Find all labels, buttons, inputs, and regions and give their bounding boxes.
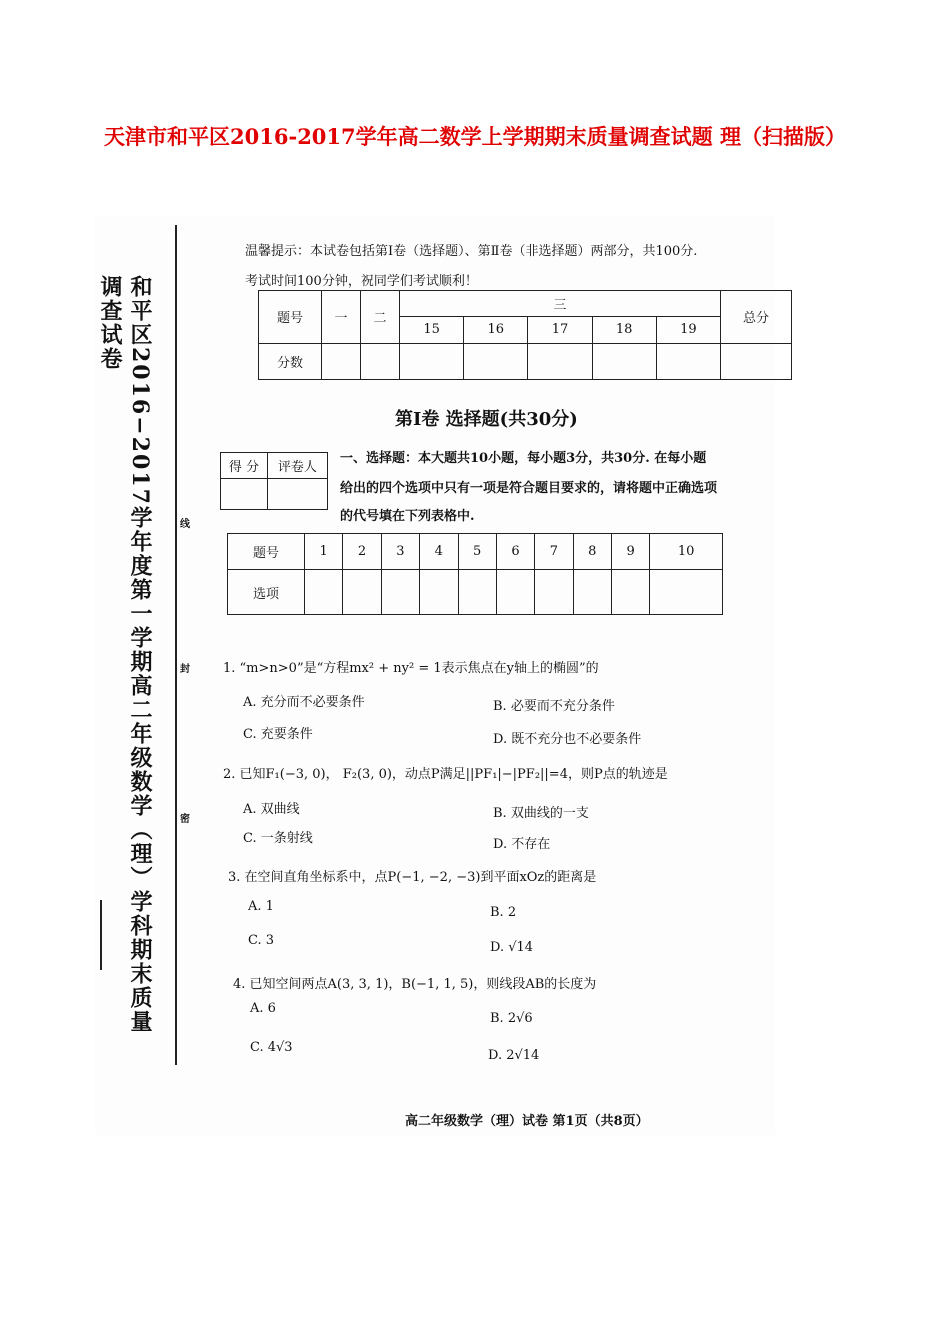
score-cell [528,343,592,379]
binding-mark-line: 线 [180,519,190,530]
score-table-q17: 17 [528,317,592,343]
answer-cell [612,570,650,615]
instruction-line-3: 的代号填在下列表格中. [340,509,475,524]
score-table-row2-label: 分数 [259,343,322,379]
question-2-option-b: B. 双曲线的一支 [493,806,589,821]
answer-cell [458,570,496,615]
notice-line-2: 考试时间100分钟，祝同学们考试顺利！ [245,274,478,289]
score-table-part-three: 三 [400,291,721,317]
answer-cell [381,570,419,615]
answer-cell [496,570,534,615]
question-3-option-a: A. 1 [248,899,274,914]
answer-table-row2-label: 选项 [228,570,305,615]
score-cell [656,343,720,379]
score-cell [361,343,400,379]
question-3-option-c: C. 3 [248,933,275,948]
answer-cell [420,570,458,615]
answer-cell [535,570,573,615]
answer-table-num: 5 [458,534,496,570]
answer-cell [573,570,611,615]
side-binding-text: 和平区2016−2017学年度第一学期高二年级数学（理）学科期末质量调查试卷 [97,275,153,1034]
score-cell [322,343,361,379]
question-1-option-c: C. 充要条件 [243,727,313,742]
score-table [258,290,792,380]
question-4-stem: 4. 已知空间两点A(3, 3, 1)，B(−1, 1, 5)，则线段AB的长度为 [233,977,597,992]
answer-table-num: 9 [612,534,650,570]
grader-score-label: 得 分 [221,453,268,479]
answer-table-num: 6 [496,534,534,570]
answer-table-num: 3 [381,534,419,570]
question-4-option-b: B. 2√6 [490,1011,533,1026]
answer-table-row1-label: 题号 [228,534,305,570]
question-4-option-a: A. 6 [250,1001,276,1016]
page-footer: 高二年级数学（理）试卷 第1页（共8页） [405,1114,649,1129]
question-3-option-b: B. 2 [490,905,517,920]
grader-reviewer-label: 评卷人 [267,453,327,479]
question-2-option-d: D. 不存在 [493,837,551,852]
binding-line [175,225,177,1065]
score-table-q16: 16 [464,317,528,343]
scanned-page [95,215,775,1135]
answer-table-num: 4 [420,534,458,570]
score-cell [464,343,528,379]
binding-mark-seal: 封 [180,664,190,675]
grader-score-cell [221,479,268,510]
grader-reviewer-cell [267,479,327,510]
document-title: 天津市和平区2016-2017学年高二数学上学期期末质量调查试题 理（扫描版） [104,124,846,149]
question-4-option-d: D. 2√14 [488,1048,540,1063]
answer-cell [343,570,381,615]
score-table-q18: 18 [592,317,656,343]
section-title: 第Ⅰ卷 选择题(共30分) [395,409,578,430]
answer-table-num: 1 [305,534,343,570]
score-cell [592,343,656,379]
score-cell [400,343,464,379]
question-2-option-c: C. 一条射线 [243,831,313,846]
score-table-row1-label: 题号 [259,291,322,344]
answer-table-num: 2 [343,534,381,570]
notice-line-1: 温馨提示：本试卷包括第Ⅰ卷（选择题）、第Ⅱ卷（非选择题）两部分，共100分. [245,244,698,259]
grader-table [220,452,328,510]
score-table-part-two: 二 [361,291,400,344]
question-3-option-d: D. √14 [490,940,534,955]
question-2-option-a: A. 双曲线 [243,802,300,817]
question-4-option-c: C. 4√3 [250,1040,293,1055]
question-1-option-d: D. 既不充分也不必要条件 [493,732,642,747]
binding-mark-secret: 密 [180,814,190,825]
answer-table [227,533,723,615]
score-table-q15: 15 [400,317,464,343]
question-3-stem: 3. 在空间直角坐标系中，点P(−1, −2, −3)到平面xOz的距离是 [228,870,597,885]
answer-table-num: 10 [650,534,723,570]
score-cell [721,343,792,379]
score-table-total: 总分 [721,291,792,344]
question-1-option-b: B. 必要而不充分条件 [493,699,615,714]
question-1-stem: 1. “m>n>0”是“方程mx² + ny² = 1表示焦点在y轴上的椭圆”的 [223,661,599,676]
answer-table-num: 7 [535,534,573,570]
score-table-q19: 19 [656,317,720,343]
question-2-stem: 2. 已知F₁(−3, 0)， F₂(3, 0)，动点P满足||PF₁|−|PF₂||=4，则P点的轨迹是 [223,767,668,782]
instruction-line-2: 给出的四个选项中只有一项是符合题目要求的，请将题中正确选项 [340,481,718,496]
left-margin-bar [100,900,102,970]
answer-table-num: 8 [573,534,611,570]
question-1-option-a: A. 充分而不必要条件 [243,695,365,710]
score-table-part-one: 一 [322,291,361,344]
answer-cell [650,570,723,615]
answer-cell [305,570,343,615]
instruction-line-1: 一、选择题：本大题共10小题，每小题3分，共30分. 在每小题 [340,451,707,466]
